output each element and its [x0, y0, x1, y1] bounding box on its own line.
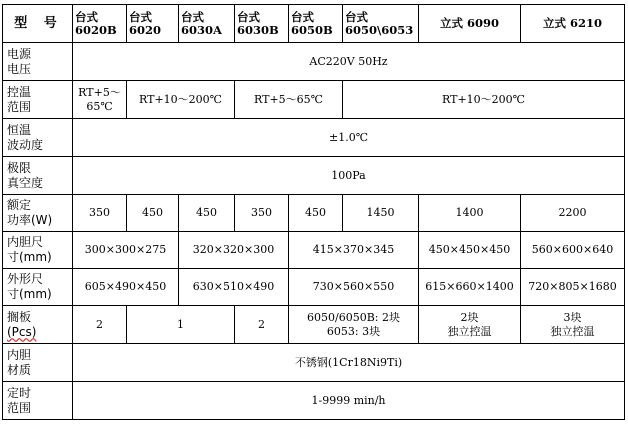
outer-size-b: 630×510×490	[179, 269, 289, 306]
timer-value: 1-9999 min/h	[73, 382, 625, 420]
model-6210: 立式 6210	[521, 5, 625, 43]
temp-range-others: RT+10～200℃	[343, 81, 625, 119]
model-label: 型 号	[3, 5, 73, 43]
vacuum-oven-spec-table	[2, 4, 625, 420]
outer-size-a: 605×490×450	[73, 269, 179, 306]
power-value: AC220V 50Hz	[73, 43, 625, 81]
shelves-6020b: 2	[73, 306, 127, 344]
shelves-6090: 2块 独立控温	[419, 306, 521, 344]
inner-size-row	[3, 232, 625, 269]
shelves-6030b: 2	[235, 306, 289, 344]
material-row	[3, 344, 625, 382]
model-6050b: 台式 6050B	[289, 5, 343, 43]
fluctuation-value: ±1.0℃	[73, 119, 625, 157]
timer-label: 定时 范围	[3, 382, 73, 420]
outer-size-d: 615×660×1400	[419, 269, 521, 306]
model-6020b: 台式 6020B	[73, 5, 127, 43]
model-6030a: 台式 6030A	[179, 5, 235, 43]
vacuum-value: 100Pa	[73, 157, 625, 195]
outer-size-row	[3, 269, 625, 306]
outer-size-label: 外形尺 寸(mm)	[3, 269, 73, 306]
inner-size-c: 415×370×345	[289, 232, 419, 269]
material-value: 不锈钢(1Cr18Ni9Ti)	[73, 344, 625, 382]
temp-range-row	[3, 81, 625, 119]
power-6030b: 350	[235, 195, 289, 232]
vacuum-label: 极限 真空度	[3, 157, 73, 195]
temp-range-6020-6030a: RT+10～200℃	[127, 81, 235, 119]
model-6030b: 台式 6030B	[235, 5, 289, 43]
fluctuation-label: 恒温 波动度	[3, 119, 73, 157]
outer-size-e: 720×805×1680	[521, 269, 625, 306]
power-6210: 2200	[521, 195, 625, 232]
vacuum-row	[3, 157, 625, 195]
power-label: 电源 电压	[3, 43, 73, 81]
timer-row	[3, 382, 625, 420]
outer-size-c: 730×560×550	[289, 269, 419, 306]
power-6020: 450	[127, 195, 179, 232]
rated-power-label: 额定 功率(W)	[3, 195, 73, 232]
temp-range-label: 控温 范围	[3, 81, 73, 119]
power-6020b: 350	[73, 195, 127, 232]
header-row	[3, 5, 625, 43]
shelves-label: 搁板 (Pcs)	[3, 306, 73, 344]
rated-power-row	[3, 195, 625, 232]
shelves-6050: 6050/6050B: 2块 6053: 3块	[289, 306, 419, 344]
inner-size-label: 内胆尺 寸(mm)	[3, 232, 73, 269]
inner-size-e: 560×600×640	[521, 232, 625, 269]
shelves-6210: 3块 独立控温	[521, 306, 625, 344]
inner-size-a: 300×300×275	[73, 232, 179, 269]
power-6050-6053: 1450	[343, 195, 419, 232]
power-row	[3, 43, 625, 81]
power-6090: 1400	[419, 195, 521, 232]
material-label: 内胆 材质	[3, 344, 73, 382]
power-6050b: 450	[289, 195, 343, 232]
power-6030a: 450	[179, 195, 235, 232]
shelves-row	[3, 306, 625, 344]
inner-size-b: 320×320×300	[179, 232, 289, 269]
temp-range-6030b-6050b: RT+5～65℃	[235, 81, 343, 119]
temp-range-6020b: RT+5～ 65℃	[73, 81, 127, 119]
fluctuation-row	[3, 119, 625, 157]
model-6020: 台式 6020	[127, 5, 179, 43]
shelves-6020-6030a: 1	[127, 306, 235, 344]
model-6090: 立式 6090	[419, 5, 521, 43]
model-6050-6053: 台式 6050\6053	[343, 5, 419, 43]
inner-size-d: 450×450×450	[419, 232, 521, 269]
